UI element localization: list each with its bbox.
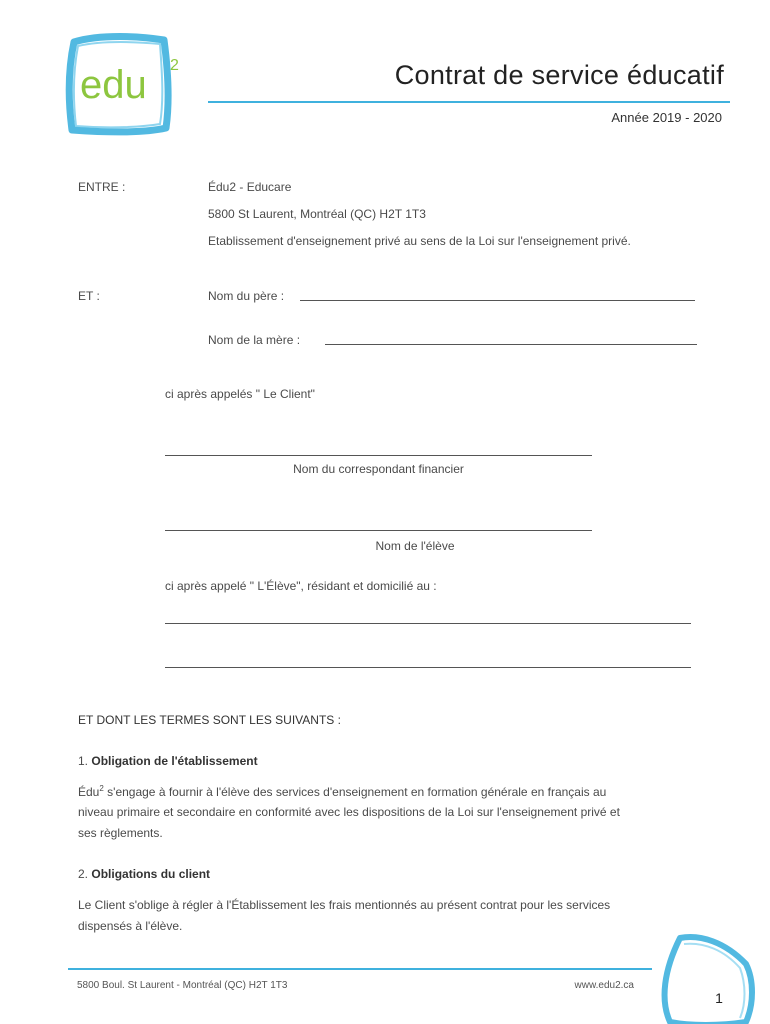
- institution-address: 5800 St Laurent, Montréal (QC) H2T 1T3: [208, 207, 426, 221]
- student-name-field[interactable]: [165, 530, 592, 531]
- student-designation: ci après appelé " L'Élève", résidant et domicilié au :: [165, 579, 437, 593]
- footer-divider: [68, 968, 652, 970]
- school-year: Année 2019 - 2020: [611, 110, 722, 125]
- section1-title: Obligation de l'établissement: [91, 754, 258, 768]
- student-name-label: Nom de l'élève: [375, 539, 455, 553]
- mother-name-field[interactable]: [325, 344, 697, 345]
- section1-brand-sup: 2: [99, 784, 104, 793]
- section1-line2: niveau primaire et secondaire en conformité avec les dispositions de la Loi sur l'enseignement privé et: [78, 805, 620, 819]
- section2-title: Obligations du client: [91, 867, 211, 881]
- footer-address: 5800 Boul. St Laurent - Montréal (QC) H2T 1T3: [77, 980, 288, 991]
- footer-website[interactable]: www.edu2.ca: [574, 980, 634, 991]
- institution-description: Etablissement d'enseignement privé au sens de la Loi sur l'enseignement privé.: [208, 234, 631, 248]
- section2-number: 2.: [78, 867, 89, 881]
- client-designation: ci après appelés " Le Client": [165, 387, 315, 401]
- section1-text1: s'engage à fournir à l'élève des services d'enseignement en formation générale en français au: [103, 785, 607, 799]
- father-name-label: Nom du père :: [208, 289, 285, 303]
- section1-line3: ses règlements.: [78, 826, 163, 840]
- corner-decoration: [650, 930, 760, 1024]
- header-divider: [208, 101, 730, 103]
- financial-contact-label: Nom du correspondant financier: [293, 462, 464, 476]
- section1-brand: Édu: [78, 785, 100, 799]
- address-field-line2[interactable]: [165, 667, 691, 668]
- father-name-field[interactable]: [300, 300, 695, 301]
- address-field-line1[interactable]: [165, 623, 691, 624]
- section2-line2: dispensés à l'élève.: [78, 919, 183, 933]
- section1-number: 1.: [78, 754, 89, 768]
- financial-contact-field[interactable]: [165, 455, 592, 456]
- section2-heading: [78, 867, 210, 881]
- entre-label: ENTRE :: [78, 180, 126, 194]
- mother-name-label: Nom de la mère :: [208, 333, 301, 347]
- section2-line1: Le Client s'oblige à régler à l'Établissement les frais mentionnés au présent contrat pour les services: [78, 898, 611, 912]
- institution-name: Édu2 - Educare: [208, 180, 292, 194]
- et-label: ET :: [78, 289, 100, 303]
- document-title: Contrat de service éducatif: [394, 60, 724, 90]
- logo-superscript: 2: [170, 57, 179, 74]
- section1-line1: [78, 784, 606, 799]
- logo-text: edu: [80, 63, 147, 107]
- page-number: 1: [715, 990, 723, 1006]
- terms-heading: ET DONT LES TERMES SONT LES SUIVANTS :: [78, 713, 341, 727]
- edu2-logo: [60, 30, 195, 140]
- section1-heading: [78, 754, 258, 768]
